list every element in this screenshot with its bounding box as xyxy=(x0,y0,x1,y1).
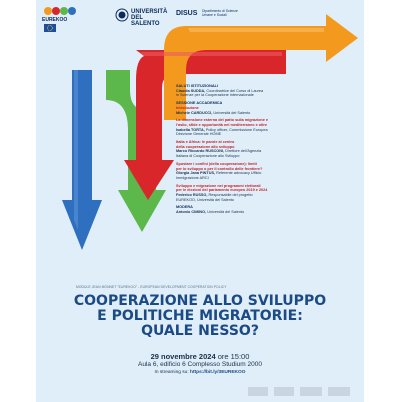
saluti-heading: SALUTI ISTITUZIONALI xyxy=(176,84,218,88)
event-title xyxy=(46,294,354,339)
talk1-title-2: l'asilo, sfide e opportunità nel mediterraneo e oltre xyxy=(176,122,267,127)
title-line-1: COOPERAZIONE ALLO SVILUPPO xyxy=(73,293,327,309)
university-logo-text: UNIVERSITÀ DEL SALENTO xyxy=(131,9,168,27)
talk2-title: Italia e Africa: le parole al centro xyxy=(176,140,235,145)
talk4-role: Responsabile del progetto xyxy=(207,193,253,198)
event-date xyxy=(36,352,364,361)
program-schedule xyxy=(176,84,356,215)
talk2-role: Direttore dell'Agenzia xyxy=(224,149,262,154)
modera-speaker: Antonio CIMINO, xyxy=(176,210,207,215)
modera-line xyxy=(176,210,356,215)
talk1-speaker: Isabella TORTA, xyxy=(176,127,205,132)
saluti-role: Coordinatrice del Corso di Laurea xyxy=(205,88,264,93)
disus-logo-subtext: Dipartimento di Scienze Umane e Sociali xyxy=(202,9,238,17)
disus-logo-text: DISUS xyxy=(176,10,198,17)
event-time: ore 15:00 xyxy=(215,352,250,361)
talk3-speaker: Giorgia Jana PINTUS, xyxy=(176,171,216,176)
talk4-role-2: EUREKOO, Università del Salento xyxy=(176,197,235,202)
talk4-speaker: Federico RUSSO, xyxy=(176,193,208,198)
event-day: 29 novembre 2024 xyxy=(150,352,216,361)
talk2-role-2: Italiana di Cooperazione allo Sviluppo xyxy=(176,154,240,159)
talk2-speaker: Marco Riccardo RUSCONI, xyxy=(176,149,225,154)
talk2-title-2: della cooperazione allo sviluppo xyxy=(176,144,235,149)
modera-heading: MODERA xyxy=(176,205,193,210)
talk3-role: Referente advocacy Ufficio xyxy=(215,171,262,176)
saluti-role-2: in Scienze per la Cooperazione Internazionale xyxy=(176,93,254,98)
intro-role: Università del Salento xyxy=(212,110,251,115)
blue-arrow xyxy=(62,70,102,250)
title-line-2: E POLITICHE MIGRATORIE: xyxy=(97,308,303,324)
partner-logo-1 xyxy=(248,387,268,396)
talk4-title: Sviluppo e migrazione nei programmi elettorali xyxy=(176,183,261,188)
intro-speaker: Michele CARDUCCI, xyxy=(176,110,213,115)
partner-logo-3 xyxy=(300,387,322,396)
saluti-speaker: Claudia SUDDA, xyxy=(176,88,206,93)
streaming-link[interactable]: https://bit.ly/3EUREKOO xyxy=(190,370,246,375)
title-line-3: QUALE NESSO? xyxy=(141,323,259,339)
event-place: Aula 6, edificio 6 Complesso Studium 2000 xyxy=(138,361,262,368)
sessione-heading: SESSIONE ACCADEMICA xyxy=(176,101,223,106)
partner-logos xyxy=(246,384,356,398)
talk4-title-2: per le elezioni del parlamento europeo 2019 e 2024 xyxy=(176,188,268,193)
talk3-title: Spostare i confini (della cooperazione): limiti xyxy=(176,161,257,166)
intro-label: Introduzione xyxy=(176,105,199,110)
project-tagline: MODULE JEAN MONNET "EUREKOO" - EUROPEAN DEVELOPMENT COOPERATION POLICY xyxy=(76,285,227,289)
talk1-role-2: Direzione Generale HOME xyxy=(176,132,222,137)
modera-role: Università del Salento xyxy=(206,210,245,215)
talk1-role: Policy officer, Commissione Europea xyxy=(204,127,268,132)
talk3-role-2: Immigrazione ARCI xyxy=(176,175,209,180)
streaming-info xyxy=(36,370,364,375)
eurekoo-logo-text: EUREKOO xyxy=(42,17,68,23)
partner-logo-4 xyxy=(328,387,350,396)
event-poster xyxy=(36,0,364,402)
streaming-prefix: In streaming su: xyxy=(154,370,191,375)
partner-logo-2 xyxy=(274,387,294,396)
talk3-title-2: per lo sviluppo o per il controllo delle frontiere? xyxy=(176,166,263,171)
talk1-title: La dimensione esterna del patto sulla migrazione e xyxy=(176,118,268,123)
